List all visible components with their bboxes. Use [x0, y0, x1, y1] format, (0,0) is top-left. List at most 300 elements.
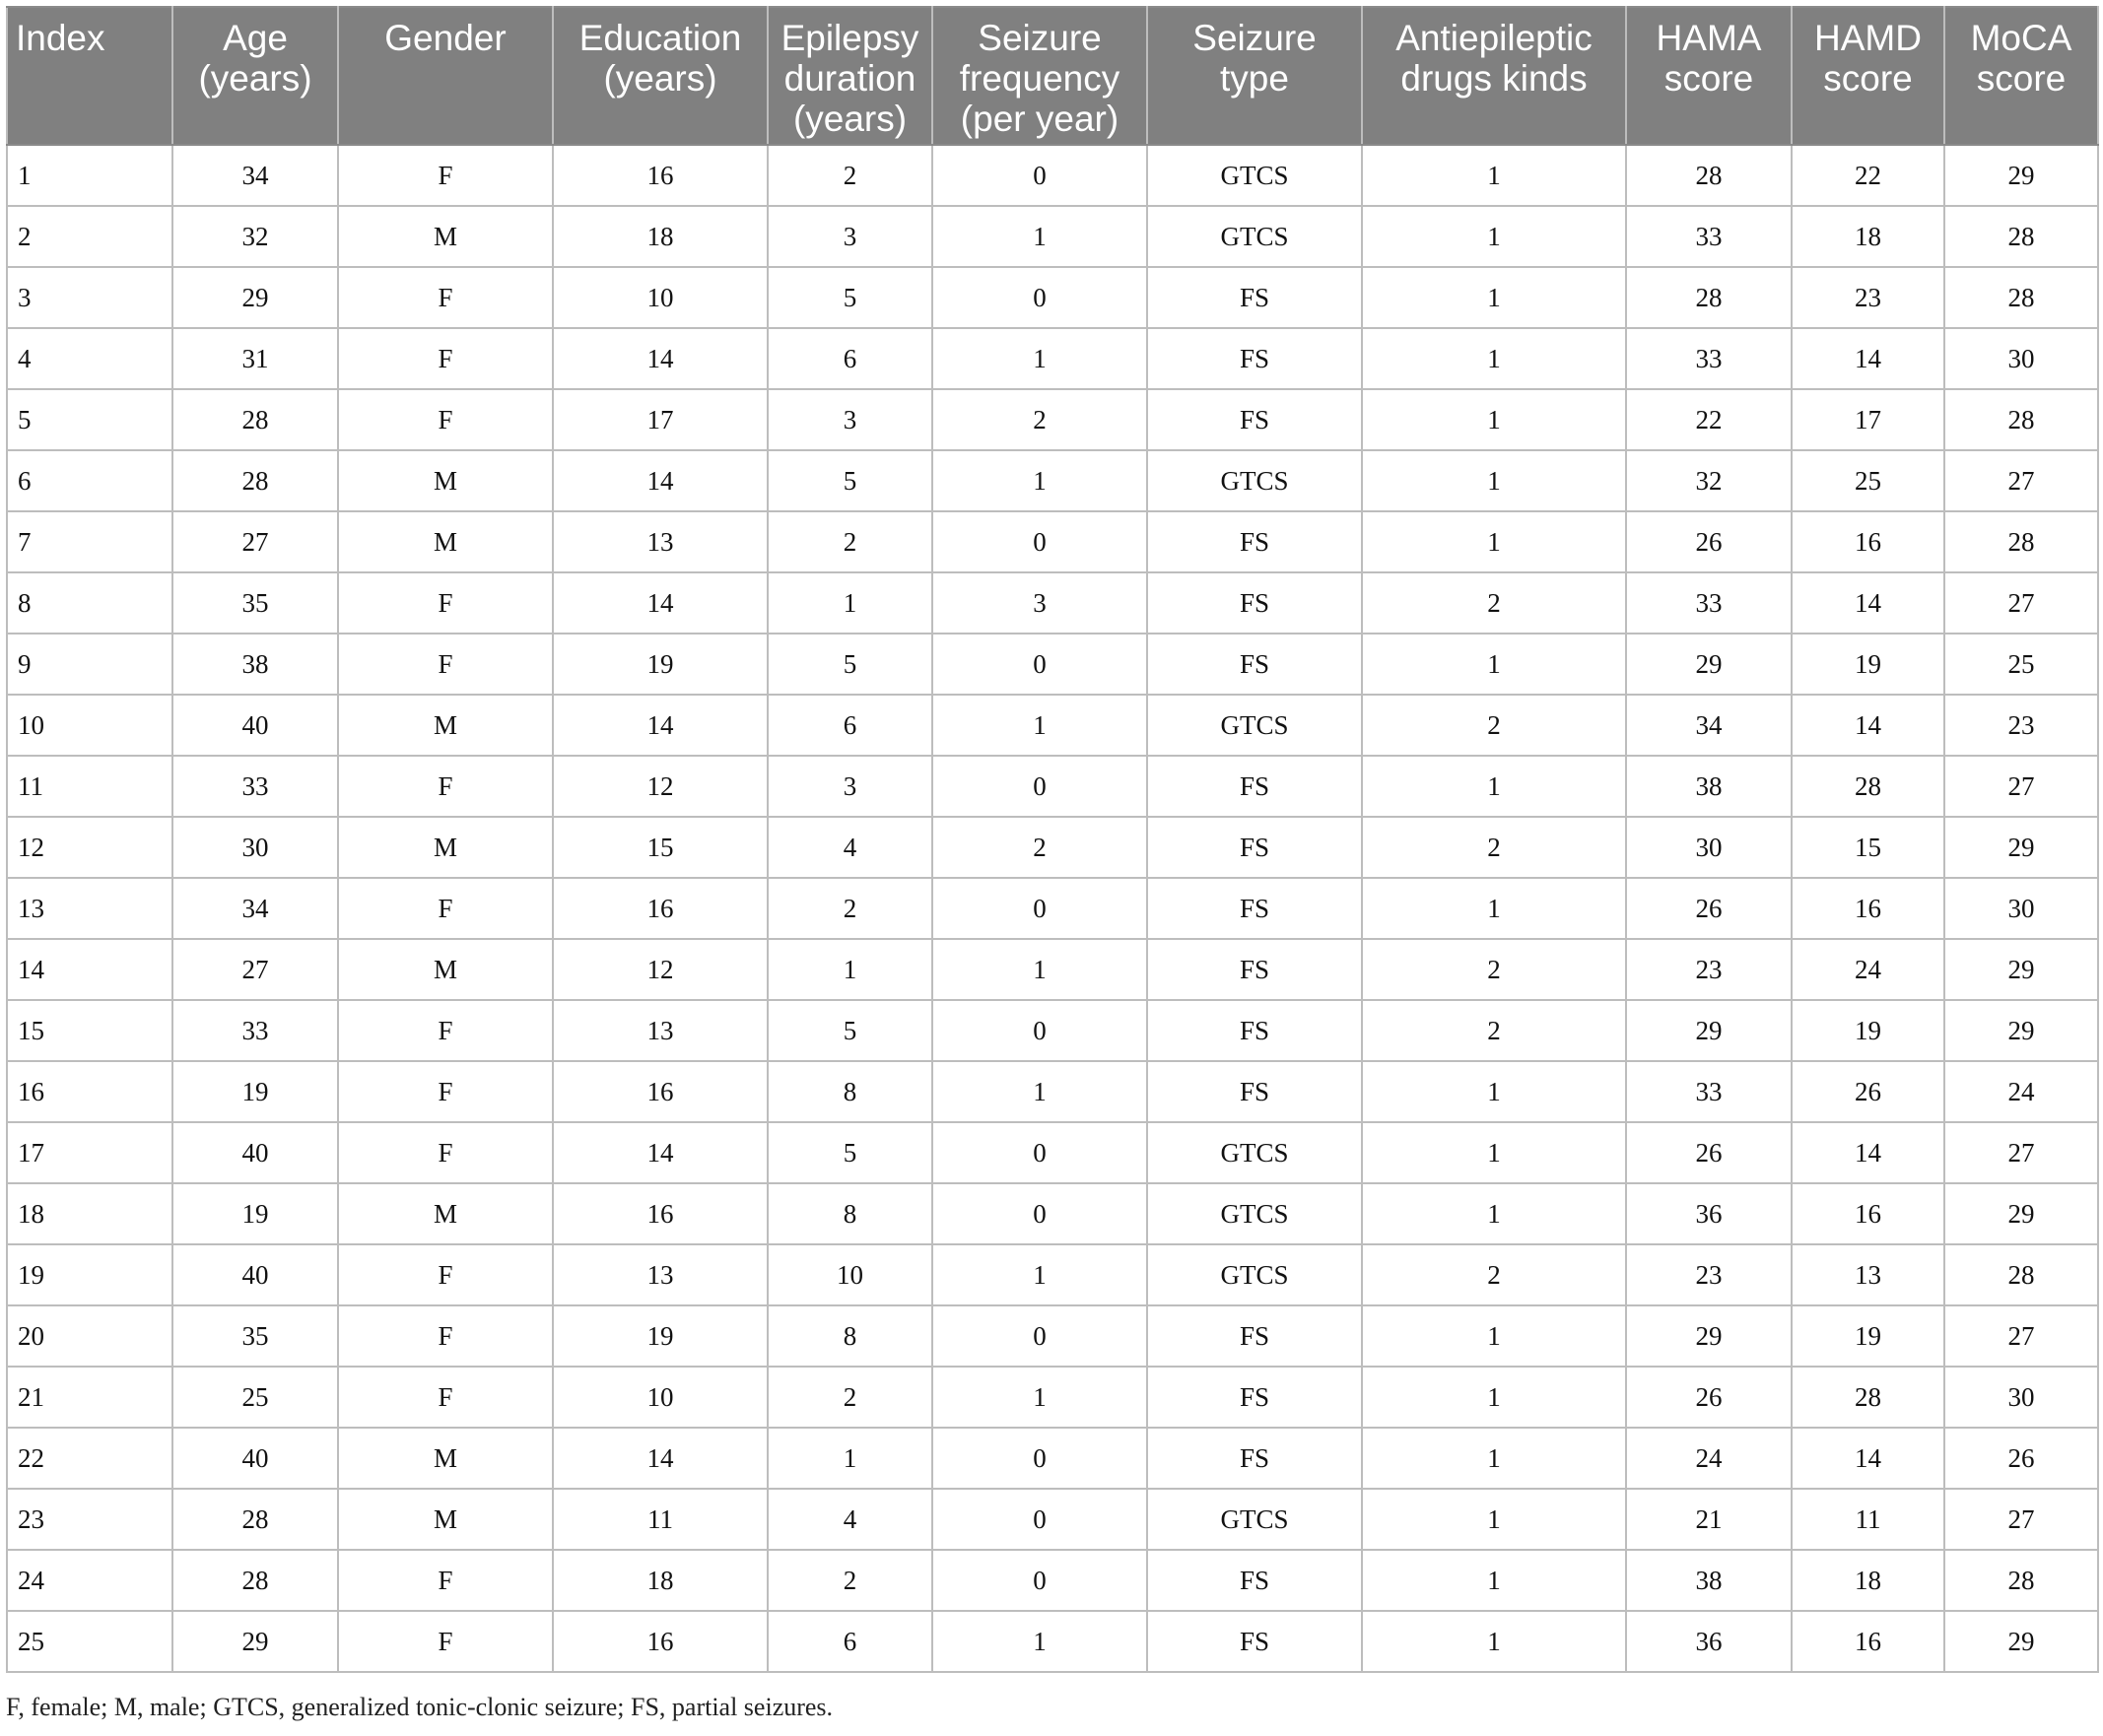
table-cell: 1	[1362, 1367, 1626, 1428]
table-cell: 13	[553, 511, 768, 572]
table-cell: 28	[1626, 145, 1792, 206]
table-cell: 16	[553, 145, 768, 206]
table-cell: 28	[1944, 389, 2098, 450]
table-row	[7, 267, 2098, 328]
table-cell: 32	[172, 206, 338, 267]
data-table-container	[6, 6, 2097, 1673]
table-row	[7, 1489, 2098, 1550]
table-cell: 40	[172, 1122, 338, 1183]
table-cell: 18	[1792, 206, 1944, 267]
table-cell: 23	[1944, 695, 2098, 756]
table-cell: 0	[932, 1183, 1147, 1244]
table-row	[7, 634, 2098, 695]
column-header-line: (years)	[792, 99, 908, 139]
table-cell: 5	[768, 634, 932, 695]
table-row	[7, 389, 2098, 450]
table-cell: 29	[1944, 145, 2098, 206]
table-cell: 13	[553, 1244, 768, 1305]
header-row	[7, 7, 2098, 145]
table-cell: 10	[7, 695, 172, 756]
table-cell: FS	[1147, 1428, 1362, 1489]
table-cell: 27	[1944, 1489, 2098, 1550]
table-cell: 10	[553, 1367, 768, 1428]
table-row	[7, 206, 2098, 267]
table-cell: 25	[1944, 634, 2098, 695]
table-cell: FS	[1147, 267, 1362, 328]
table-cell: 40	[172, 695, 338, 756]
table-cell: FS	[1147, 817, 1362, 878]
table-cell: 28	[172, 1489, 338, 1550]
table-cell: 2	[1362, 939, 1626, 1000]
table-cell: GTCS	[1147, 145, 1362, 206]
column-header-line: score	[1823, 58, 1913, 99]
table-cell: 13	[7, 878, 172, 939]
table-cell: 38	[1626, 756, 1792, 817]
table-cell: 26	[1944, 1428, 2098, 1489]
table-cell: 0	[932, 1000, 1147, 1061]
table-cell: 34	[172, 878, 338, 939]
table-cell: M	[338, 1489, 553, 1550]
table-cell: 1	[932, 1244, 1147, 1305]
table-cell: 34	[172, 145, 338, 206]
table-cell: 8	[768, 1061, 932, 1122]
table-row	[7, 1000, 2098, 1061]
table-cell: GTCS	[1147, 206, 1362, 267]
table-cell: 14	[7, 939, 172, 1000]
table-cell: 26	[1626, 511, 1792, 572]
table-cell: 1	[1362, 1611, 1626, 1672]
table-row	[7, 1305, 2098, 1367]
column-header	[768, 7, 932, 145]
table-row	[7, 511, 2098, 572]
table-cell: M	[338, 695, 553, 756]
table-cell: FS	[1147, 328, 1362, 389]
table-row	[7, 1428, 2098, 1489]
table-cell: 13	[553, 1000, 768, 1061]
table-row	[7, 145, 2098, 206]
table-cell: 27	[1944, 756, 2098, 817]
table-cell: 6	[768, 328, 932, 389]
column-header-line: frequency	[959, 58, 1120, 99]
table-cell: 14	[553, 1428, 768, 1489]
table-cell: FS	[1147, 511, 1362, 572]
table-cell: F	[338, 878, 553, 939]
table-cell: 30	[1944, 1367, 2098, 1428]
table-cell: 16	[553, 878, 768, 939]
table-cell: 1	[1362, 1305, 1626, 1367]
table-cell: 1	[1362, 1061, 1626, 1122]
table-cell: 17	[553, 389, 768, 450]
table-cell: F	[338, 145, 553, 206]
table-cell: 30	[1626, 817, 1792, 878]
table-cell: 1	[932, 1367, 1147, 1428]
table-cell: 18	[7, 1183, 172, 1244]
table-cell: 18	[553, 206, 768, 267]
table-cell: 2	[768, 511, 932, 572]
column-header	[172, 7, 338, 145]
table-cell: 27	[1944, 1122, 2098, 1183]
table-cell: 19	[553, 634, 768, 695]
column-header	[338, 7, 553, 145]
table-cell: 19	[553, 1305, 768, 1367]
table-cell: 23	[1626, 939, 1792, 1000]
table-cell: 11	[7, 756, 172, 817]
table-cell: 8	[768, 1305, 932, 1367]
column-header-line: (years)	[198, 58, 312, 99]
table-cell: 14	[1792, 328, 1944, 389]
column-header	[1147, 7, 1362, 145]
table-cell: 26	[1626, 1122, 1792, 1183]
table-cell: 2	[1362, 695, 1626, 756]
table-cell: 2	[768, 878, 932, 939]
table-row	[7, 1611, 2098, 1672]
table-row	[7, 695, 2098, 756]
table-cell: 29	[1944, 1000, 2098, 1061]
table-cell: 1	[1362, 389, 1626, 450]
table-cell: 4	[7, 328, 172, 389]
table-cell: 28	[1792, 756, 1944, 817]
table-cell: 0	[932, 634, 1147, 695]
table-row	[7, 878, 2098, 939]
table-cell: 28	[1944, 1244, 2098, 1305]
table-cell: 16	[553, 1061, 768, 1122]
table-cell: 4	[768, 817, 932, 878]
table-cell: 19	[1792, 1000, 1944, 1061]
column-header-line: Antiepileptic	[1395, 18, 1593, 58]
table-cell: 10	[768, 1244, 932, 1305]
table-cell: 1	[932, 1061, 1147, 1122]
table-cell: 40	[172, 1244, 338, 1305]
table-cell: 2	[1362, 1000, 1626, 1061]
table-cell: 33	[1626, 328, 1792, 389]
table-cell: 2	[1362, 572, 1626, 634]
table-cell: M	[338, 206, 553, 267]
table-cell: 1	[1362, 1122, 1626, 1183]
table-cell: F	[338, 389, 553, 450]
table-cell: 2	[932, 817, 1147, 878]
table-cell: 22	[7, 1428, 172, 1489]
table-cell: 15	[553, 817, 768, 878]
table-cell: 19	[1792, 634, 1944, 695]
table-cell: 1	[7, 145, 172, 206]
table-cell: 1	[1362, 206, 1626, 267]
table-cell: 22	[1626, 389, 1792, 450]
column-header	[7, 7, 172, 145]
table-cell: 20	[7, 1305, 172, 1367]
table-cell: GTCS	[1147, 695, 1362, 756]
table-cell: 3	[768, 206, 932, 267]
table-cell: 1	[1362, 756, 1626, 817]
table-cell: FS	[1147, 572, 1362, 634]
table-cell: 8	[768, 1183, 932, 1244]
table-cell: 14	[553, 450, 768, 511]
table-cell: GTCS	[1147, 1489, 1362, 1550]
table-cell: 29	[1626, 1000, 1792, 1061]
table-cell: 16	[1792, 1183, 1944, 1244]
table-row	[7, 756, 2098, 817]
table-cell: 33	[172, 756, 338, 817]
table-cell: F	[338, 1305, 553, 1367]
column-header-line: Education	[578, 18, 742, 58]
table-cell: 3	[7, 267, 172, 328]
table-cell: 30	[1944, 328, 2098, 389]
table-cell: 28	[172, 450, 338, 511]
table-cell: 12	[553, 939, 768, 1000]
table-cell: FS	[1147, 1000, 1362, 1061]
column-header	[932, 7, 1147, 145]
table-cell: 35	[172, 572, 338, 634]
table-cell: 2	[1362, 817, 1626, 878]
table-cell: 0	[932, 1550, 1147, 1611]
table-cell: 28	[172, 1550, 338, 1611]
table-cell: 1	[932, 695, 1147, 756]
table-cell: F	[338, 267, 553, 328]
table-cell: F	[338, 1000, 553, 1061]
table-cell: 16	[7, 1061, 172, 1122]
table-cell: 1	[932, 939, 1147, 1000]
table-cell: 14	[553, 1122, 768, 1183]
table-cell: 23	[1792, 267, 1944, 328]
table-cell: 12	[7, 817, 172, 878]
table-row	[7, 450, 2098, 511]
table-cell: FS	[1147, 939, 1362, 1000]
table-cell: 30	[172, 817, 338, 878]
table-cell: FS	[1147, 1611, 1362, 1672]
table-cell: 17	[7, 1122, 172, 1183]
column-header	[1944, 7, 2098, 145]
table-cell: 6	[7, 450, 172, 511]
table-cell: FS	[1147, 634, 1362, 695]
table-cell: 1	[1362, 328, 1626, 389]
table-cell: 16	[553, 1183, 768, 1244]
table-cell: 16	[553, 1611, 768, 1672]
table-cell: F	[338, 1367, 553, 1428]
table-cell: 1	[1362, 1489, 1626, 1550]
table-cell: 14	[553, 695, 768, 756]
table-cell: GTCS	[1147, 450, 1362, 511]
table-cell: 38	[1626, 1550, 1792, 1611]
table-cell: 0	[932, 1489, 1147, 1550]
table-cell: 27	[1944, 450, 2098, 511]
table-cell: 26	[1792, 1061, 1944, 1122]
table-cell: 1	[1362, 1428, 1626, 1489]
table-cell: 19	[172, 1061, 338, 1122]
table-cell: 1	[932, 328, 1147, 389]
table-cell: 24	[1792, 939, 1944, 1000]
column-header-line: drugs kinds	[1400, 58, 1588, 99]
table-cell: 2	[932, 389, 1147, 450]
table-cell: 5	[768, 1000, 932, 1061]
table-cell: 11	[1792, 1489, 1944, 1550]
table-cell: M	[338, 817, 553, 878]
table-cell: M	[338, 939, 553, 1000]
table-cell: 5	[768, 267, 932, 328]
table-cell: 2	[768, 1550, 932, 1611]
table-cell: 16	[1792, 878, 1944, 939]
table-cell: 24	[1626, 1428, 1792, 1489]
table-cell: 24	[7, 1550, 172, 1611]
table-cell: F	[338, 756, 553, 817]
column-header-line: duration	[783, 58, 916, 99]
table-cell: 9	[7, 634, 172, 695]
table-cell: F	[338, 1550, 553, 1611]
column-header	[553, 7, 768, 145]
column-header-line: Seizure	[1192, 18, 1317, 58]
table-cell: 2	[7, 206, 172, 267]
column-header-line: score	[1663, 58, 1754, 99]
table-cell: 23	[1626, 1244, 1792, 1305]
table-cell: F	[338, 1611, 553, 1672]
table-cell: 27	[1944, 1305, 2098, 1367]
table-cell: 27	[172, 511, 338, 572]
table-cell: 0	[932, 1428, 1147, 1489]
table-cell: 33	[172, 1000, 338, 1061]
table-cell: 1	[768, 1428, 932, 1489]
table-cell: 14	[1792, 1122, 1944, 1183]
table-cell: GTCS	[1147, 1244, 1362, 1305]
table-cell: 25	[1792, 450, 1944, 511]
table-cell: FS	[1147, 1061, 1362, 1122]
table-cell: 3	[768, 756, 932, 817]
table-cell: 38	[172, 634, 338, 695]
table-cell: FS	[1147, 756, 1362, 817]
table-footnote: F, female; M, male; GTCS, generalized tonic-clonic seizure; FS, partial seizures.	[6, 1693, 834, 1721]
table-cell: 5	[768, 1122, 932, 1183]
table-cell: 29	[172, 1611, 338, 1672]
table-cell: 1	[932, 450, 1147, 511]
table-cell: 19	[1792, 1305, 1944, 1367]
table-cell: 10	[553, 267, 768, 328]
table-cell: 0	[932, 878, 1147, 939]
column-header-line: Index	[16, 18, 105, 58]
column-header-line: (per year)	[960, 99, 1119, 139]
table-cell: FS	[1147, 1367, 1362, 1428]
table-cell: 1	[1362, 878, 1626, 939]
table-cell: F	[338, 1244, 553, 1305]
table-cell: 11	[553, 1489, 768, 1550]
table-cell: 16	[1792, 511, 1944, 572]
table-cell: GTCS	[1147, 1183, 1362, 1244]
table-cell: 1	[1362, 1183, 1626, 1244]
table-cell: 14	[1792, 572, 1944, 634]
table-cell: 17	[1792, 389, 1944, 450]
table-cell: 0	[932, 267, 1147, 328]
table-cell: 30	[1944, 878, 2098, 939]
table-cell: 29	[1944, 1183, 2098, 1244]
table-cell: M	[338, 1183, 553, 1244]
table-cell: 29	[1944, 817, 2098, 878]
column-header-line: HAMA	[1656, 18, 1762, 58]
table-row	[7, 1122, 2098, 1183]
table-cell: 1	[1362, 450, 1626, 511]
table-cell: 26	[1626, 1367, 1792, 1428]
column-header-line: type	[1220, 58, 1289, 99]
table-cell: F	[338, 1061, 553, 1122]
table-cell: 28	[1944, 511, 2098, 572]
table-cell: 1	[1362, 1550, 1626, 1611]
table-cell: 2	[768, 145, 932, 206]
table-cell: 5	[768, 450, 932, 511]
table-cell: GTCS	[1147, 1122, 1362, 1183]
table-cell: 27	[172, 939, 338, 1000]
table-row	[7, 939, 2098, 1000]
table-cell: 0	[932, 1122, 1147, 1183]
table-cell: 19	[7, 1244, 172, 1305]
table-cell: 28	[1626, 267, 1792, 328]
table-cell: FS	[1147, 1550, 1362, 1611]
table-cell: 12	[553, 756, 768, 817]
table-cell: 34	[1626, 695, 1792, 756]
table-cell: 19	[172, 1183, 338, 1244]
table-cell: 3	[768, 389, 932, 450]
column-header-line: Gender	[384, 18, 507, 58]
table-cell: 2	[768, 1367, 932, 1428]
table-cell: 29	[1944, 939, 2098, 1000]
table-cell: 28	[1944, 206, 2098, 267]
table-cell: 33	[1626, 206, 1792, 267]
column-header	[1626, 7, 1792, 145]
table-cell: 3	[932, 572, 1147, 634]
table-row	[7, 1183, 2098, 1244]
table-cell: 1	[768, 572, 932, 634]
table-cell: FS	[1147, 389, 1362, 450]
table-cell: 29	[172, 267, 338, 328]
table-cell: F	[338, 572, 553, 634]
table-cell: 1	[932, 1611, 1147, 1672]
table-cell: 24	[1944, 1061, 2098, 1122]
table-cell: 15	[7, 1000, 172, 1061]
table-cell: 33	[1626, 572, 1792, 634]
table-cell: 14	[1792, 695, 1944, 756]
table-cell: M	[338, 450, 553, 511]
column-header-line: Epilepsy	[780, 18, 919, 58]
table-cell: F	[338, 328, 553, 389]
table-cell: 4	[768, 1489, 932, 1550]
table-cell: 26	[1626, 878, 1792, 939]
table-cell: 2	[1362, 1244, 1626, 1305]
patient-characteristics-table	[6, 6, 2099, 1673]
table-cell: 1	[932, 206, 1147, 267]
table-cell: 14	[1792, 1428, 1944, 1489]
table-cell: 0	[932, 145, 1147, 206]
table-body	[7, 145, 2098, 1672]
table-cell: 5	[7, 389, 172, 450]
table-cell: FS	[1147, 878, 1362, 939]
table-cell: 25	[172, 1367, 338, 1428]
table-row	[7, 328, 2098, 389]
table-cell: 8	[7, 572, 172, 634]
table-cell: 6	[768, 1611, 932, 1672]
table-cell: 18	[1792, 1550, 1944, 1611]
table-row	[7, 1061, 2098, 1122]
table-cell: 36	[1626, 1183, 1792, 1244]
table-cell: 1	[768, 939, 932, 1000]
column-header-line: HAMD	[1814, 18, 1922, 58]
table-row	[7, 817, 2098, 878]
table-row	[7, 572, 2098, 634]
column-header-line: MoCA	[1970, 18, 2072, 58]
table-cell: 32	[1626, 450, 1792, 511]
column-header-line: score	[1976, 58, 2067, 99]
column-header-line: Seizure	[978, 18, 1102, 58]
table-cell: 1	[1362, 511, 1626, 572]
table-cell: 29	[1626, 634, 1792, 695]
table-cell: 35	[172, 1305, 338, 1367]
table-cell: 25	[7, 1611, 172, 1672]
table-cell: 29	[1626, 1305, 1792, 1367]
table-row	[7, 1550, 2098, 1611]
column-header	[1792, 7, 1944, 145]
